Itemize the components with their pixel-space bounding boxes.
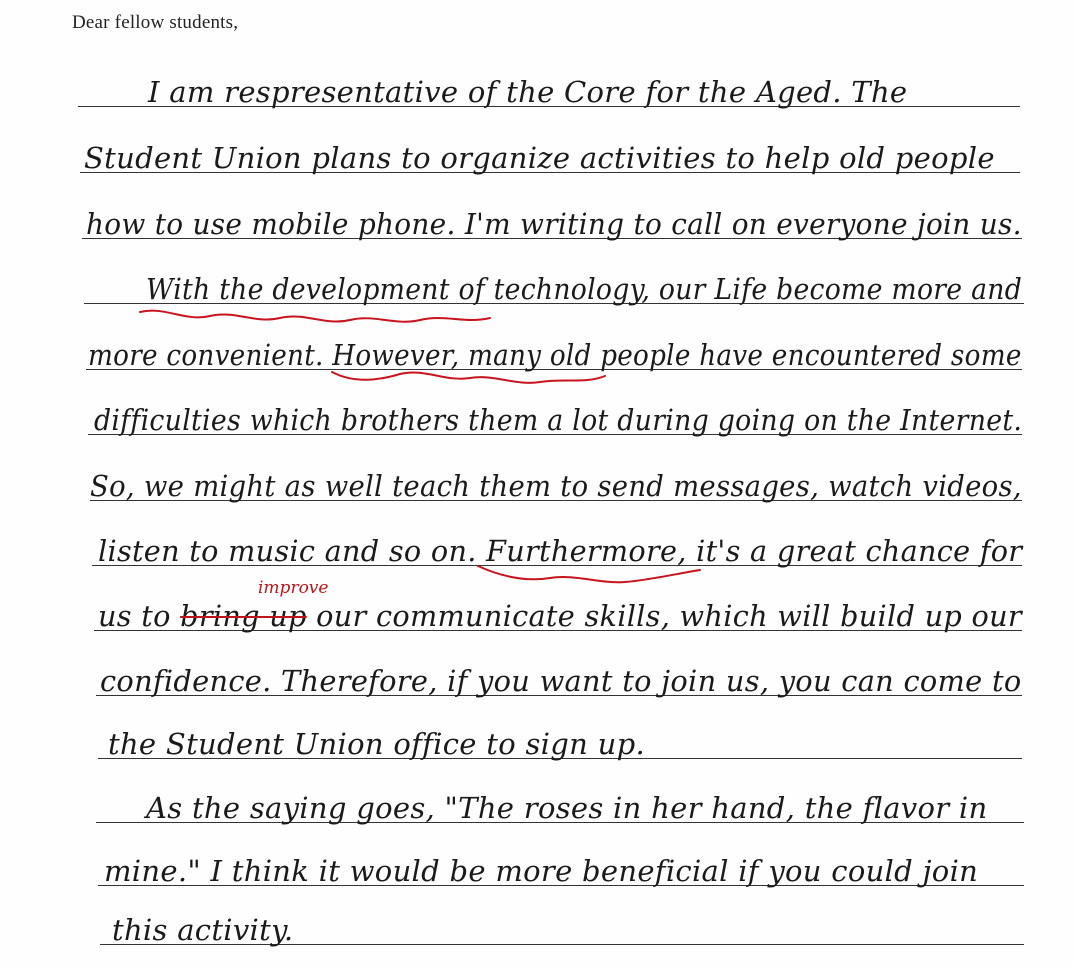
red-correction: improve [258, 578, 329, 598]
wavy-underline [478, 566, 700, 582]
essay-line-4: With the development of technology, our Life become more and [146, 272, 1023, 306]
essay-line-12: As the saying goes, "The roses in her hand, the flavor in [146, 791, 988, 825]
printed-salutation: Dear fellow students, [72, 12, 239, 33]
essay-line-13: mine." I think it would be more beneficial if you could join [104, 854, 979, 888]
essay-line-3: how to use mobile phone. I'm writing to call on everyone join us. [86, 207, 1022, 241]
line-9-rest: our communicate skills, which will build up our [316, 599, 1022, 633]
crossed-out-phrase: bring up [180, 599, 307, 633]
wavy-underline [332, 372, 605, 383]
wavy-underline [140, 311, 490, 322]
essay-line-14: this activity. [112, 913, 294, 947]
essay-line-6: difficulties which brothers them a lot during going on the Internet. [94, 403, 1023, 437]
essay-line-5: more convenient. However, many old people have encountered some [88, 338, 1022, 372]
essay-line-1: I am respresentative of the Core for the Aged. The [148, 75, 908, 109]
essay-line-9 [98, 599, 1022, 633]
essay-line-2: Student Union plans to organize activities to help old people [84, 141, 995, 175]
essay-line-8: listen to music and so on. Furthermore, it's a great chance for [98, 534, 1023, 568]
essay-line-11: the Student Union office to sign up. [108, 727, 645, 761]
essay-line-7: So, we might as well teach them to send messages, watch videos, [90, 469, 1022, 503]
essay-line-10: confidence. Therefore, if you want to join us, you can come to [100, 664, 1022, 698]
line-9-prefix: us to [98, 599, 171, 633]
